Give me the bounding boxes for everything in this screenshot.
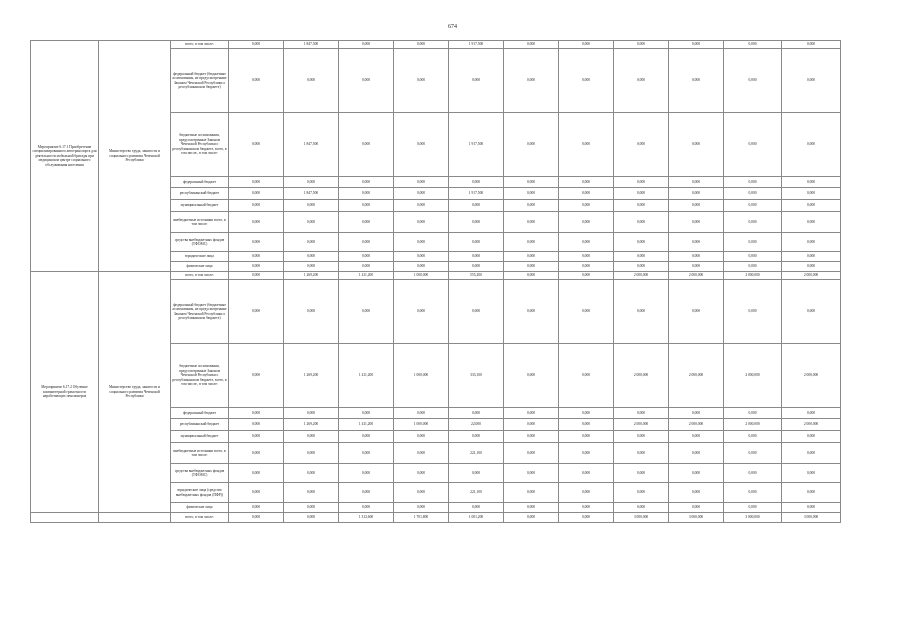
value-cell: 2 000,000 [782, 344, 841, 408]
value-cell: 0,000 [339, 212, 394, 233]
value-cell: 0,000 [229, 431, 284, 443]
value-cell: 0,000 [782, 408, 841, 419]
value-cell: 0,000 [394, 212, 449, 233]
value-cell: 0,000 [394, 177, 449, 188]
value-cell: 0,000 [559, 464, 614, 483]
value-cell: 0,000 [724, 483, 782, 503]
value-cell: 221,100 [449, 483, 504, 503]
value-cell: 0,000 [669, 200, 724, 212]
value-cell: 0,000 [229, 49, 284, 113]
value-cell: 0,000 [782, 503, 841, 513]
value-cell: 0,000 [614, 262, 669, 272]
value-cell: 0,000 [614, 431, 669, 443]
value-cell: 0,000 [782, 200, 841, 212]
value-cell: 333,100 [449, 344, 504, 408]
measure-name: Мероприятие 6.17.2 Обучение компьютерной грамотности неработающих пенсионеров [31, 272, 99, 513]
value-cell: 0,000 [339, 233, 394, 252]
funding-source: федеральный бюджет [171, 408, 229, 419]
value-cell: 0,000 [229, 252, 284, 262]
value-cell: 0,000 [504, 233, 559, 252]
value-cell: 0,000 [559, 113, 614, 177]
value-cell: 1 917,500 [449, 188, 504, 200]
value-cell: 2 000,000 [782, 272, 841, 280]
value-cell: 0,000 [229, 113, 284, 177]
value-cell: 0,000 [339, 177, 394, 188]
value-cell: 0,000 [669, 408, 724, 419]
value-cell: 0,000 [669, 177, 724, 188]
value-cell: 1 411,200 [339, 272, 394, 280]
value-cell: 0,000 [724, 41, 782, 49]
value-cell: 0,000 [782, 280, 841, 344]
value-cell: 0,000 [724, 431, 782, 443]
value-cell: 0,000 [394, 233, 449, 252]
value-cell: 555,200 [449, 272, 504, 280]
value-cell: 0,000 [614, 280, 669, 344]
value-cell: 0,000 [504, 280, 559, 344]
value-cell: 0,000 [229, 212, 284, 233]
value-cell: 0,000 [669, 49, 724, 113]
value-cell: 0,000 [724, 280, 782, 344]
value-cell: 0,000 [559, 408, 614, 419]
value-cell: 0,000 [229, 513, 284, 523]
value-cell: 0,000 [614, 443, 669, 464]
value-cell: 0,000 [449, 200, 504, 212]
value-cell: 0,000 [449, 49, 504, 113]
funding-source: муниципальный бюджет [171, 200, 229, 212]
value-cell: 0,000 [614, 188, 669, 200]
value-cell: 0,000 [724, 443, 782, 464]
value-cell: 3 000,000 [669, 513, 724, 523]
value-cell: 0,000 [669, 113, 724, 177]
value-cell: 1 411,200 [339, 419, 394, 431]
value-cell: 0,000 [559, 212, 614, 233]
value-cell: 1 917,500 [449, 113, 504, 177]
value-cell: 0,000 [229, 408, 284, 419]
table-body [31, 41, 841, 523]
value-cell: 0,000 [504, 252, 559, 262]
value-cell: 0,000 [394, 431, 449, 443]
funding-source: внебюджетные источники всего, в том числе: [171, 443, 229, 464]
value-cell: 0,000 [782, 177, 841, 188]
value-cell: 0,000 [669, 212, 724, 233]
funding-source: всего, в том числе: [171, 272, 229, 280]
value-cell: 0,000 [284, 252, 339, 262]
table-row [31, 513, 841, 523]
value-cell: 0,000 [559, 280, 614, 344]
value-cell: 2 000,000 [782, 419, 841, 431]
value-cell: 0,000 [449, 177, 504, 188]
value-cell: 0,000 [669, 252, 724, 262]
value-cell: 0,000 [559, 344, 614, 408]
value-cell: 0,000 [339, 483, 394, 503]
value-cell: 0,000 [504, 408, 559, 419]
value-cell: 0,000 [504, 272, 559, 280]
value-cell: 0,000 [504, 513, 559, 523]
value-cell: 0,000 [504, 503, 559, 513]
value-cell: 0,000 [724, 188, 782, 200]
value-cell: 1 269,200 [284, 344, 339, 408]
value-cell: 3 000,000 [782, 513, 841, 523]
value-cell: 0,000 [339, 113, 394, 177]
value-cell: 0,000 [229, 464, 284, 483]
measure-name: Мероприятие 6.17.1 Приобретение специализированного автотранспорта для деятельности мобильной бригады при медицинском центре социального обслуживания населения [31, 41, 99, 272]
value-cell: 0,000 [559, 252, 614, 262]
value-cell: 0,000 [504, 483, 559, 503]
value-cell: 0,000 [229, 188, 284, 200]
value-cell: 0,000 [339, 443, 394, 464]
value-cell: 0,000 [614, 113, 669, 177]
value-cell: 0,000 [339, 41, 394, 49]
value-cell: 0,000 [614, 212, 669, 233]
value-cell: 0,000 [504, 344, 559, 408]
value-cell: 0,000 [559, 177, 614, 188]
funding-source: федеральный бюджет (бюджетные ассигнования, не предусмотренные Законом Чеченской Республики о республиканском бюджете) [171, 280, 229, 344]
value-cell: 2 000,000 [724, 272, 782, 280]
value-cell: 1 001,200 [449, 513, 504, 523]
value-cell: 0,000 [284, 443, 339, 464]
value-cell: 0,000 [284, 513, 339, 523]
value-cell: 0,000 [339, 49, 394, 113]
value-cell: 0,000 [229, 177, 284, 188]
value-cell: 0,000 [669, 233, 724, 252]
value-cell: 0,000 [559, 49, 614, 113]
value-cell: 0,000 [284, 503, 339, 513]
funding-source: внебюджетные источники всего, в том числе: [171, 212, 229, 233]
value-cell: 0,000 [782, 113, 841, 177]
value-cell: 0,000 [559, 503, 614, 513]
value-cell: 0,000 [284, 177, 339, 188]
page-number: 674 [448, 24, 457, 30]
value-cell: 0,000 [284, 49, 339, 113]
value-cell: 0,000 [284, 233, 339, 252]
value-cell: 0,000 [449, 252, 504, 262]
value-cell: 2 000,000 [614, 344, 669, 408]
value-cell: 1 312,600 [339, 513, 394, 523]
value-cell: 0,000 [504, 200, 559, 212]
value-cell: 0,000 [394, 41, 449, 49]
value-cell: 0,000 [229, 41, 284, 49]
value-cell: 0,000 [394, 280, 449, 344]
value-cell: 0,000 [782, 483, 841, 503]
value-cell: 0,000 [614, 41, 669, 49]
value-cell: 0,000 [724, 262, 782, 272]
value-cell: 0,000 [669, 41, 724, 49]
value-cell: 0,000 [284, 262, 339, 272]
value-cell: 0,000 [284, 200, 339, 212]
value-cell: 0,000 [339, 200, 394, 212]
value-cell: 0,000 [504, 177, 559, 188]
value-cell: 1 917,500 [449, 41, 504, 49]
value-cell: 0,000 [614, 233, 669, 252]
value-cell: 0,000 [504, 188, 559, 200]
value-cell: 0,000 [449, 280, 504, 344]
value-cell: 0,000 [614, 483, 669, 503]
value-cell: 0,000 [782, 464, 841, 483]
value-cell: 0,000 [449, 408, 504, 419]
value-cell: 0,000 [559, 419, 614, 431]
value-cell: 0,000 [284, 431, 339, 443]
value-cell: 0,000 [394, 188, 449, 200]
value-cell: 0,000 [339, 262, 394, 272]
funding-source: физические лица [171, 503, 229, 513]
value-cell: 0,000 [559, 443, 614, 464]
value-cell: 0,000 [614, 503, 669, 513]
value-cell: 0,000 [504, 262, 559, 272]
value-cell: 0,000 [559, 262, 614, 272]
value-cell: 0,000 [782, 431, 841, 443]
value-cell: 2 000,000 [669, 419, 724, 431]
value-cell: 1 000,000 [394, 419, 449, 431]
funding-source: республиканский бюджет [171, 188, 229, 200]
value-cell: 0,000 [782, 212, 841, 233]
value-cell: 0,000 [724, 464, 782, 483]
value-cell: 0,000 [504, 212, 559, 233]
funding-source: юридические лица [171, 252, 229, 262]
value-cell: 0,000 [339, 431, 394, 443]
value-cell: 0,000 [669, 262, 724, 272]
value-cell: 0,000 [504, 113, 559, 177]
value-cell: 0,000 [229, 419, 284, 431]
value-cell: 1 847,500 [284, 113, 339, 177]
value-cell: 0,000 [229, 272, 284, 280]
value-cell: 0,000 [339, 464, 394, 483]
value-cell: 2 000,000 [724, 344, 782, 408]
table-row [31, 41, 841, 49]
value-cell: 0,000 [614, 408, 669, 419]
value-cell: 22,000 [449, 419, 504, 431]
value-cell: 2 000,000 [669, 272, 724, 280]
value-cell: 0,000 [614, 252, 669, 262]
value-cell: 0,000 [339, 188, 394, 200]
value-cell: 0,000 [782, 233, 841, 252]
value-cell: 221,100 [449, 443, 504, 464]
value-cell: 0,000 [284, 464, 339, 483]
value-cell: 0,000 [504, 443, 559, 464]
value-cell: 0,000 [339, 503, 394, 513]
value-cell: 0,000 [449, 212, 504, 233]
value-cell: 0,000 [394, 113, 449, 177]
funding-source: бюджетные ассигнования, предусмотренные Законом Чеченской Республики о республиканском бюджете, всего, в том числе:, в том числе: [171, 113, 229, 177]
executor-name: Министерство труда, занятости и социального развития Чеченской Республики [99, 272, 171, 513]
value-cell: 0,000 [559, 483, 614, 503]
value-cell: 0,000 [284, 408, 339, 419]
value-cell: 0,000 [724, 408, 782, 419]
value-cell: 0,000 [394, 503, 449, 513]
value-cell: 0,000 [229, 262, 284, 272]
value-cell: 0,000 [394, 262, 449, 272]
funding-source: федеральный бюджет (бюджетные ассигнования, не предусмотренные Законом Чеченской Республики о республиканском бюджете) [171, 49, 229, 113]
value-cell: 3 000,000 [614, 513, 669, 523]
value-cell: 0,000 [782, 262, 841, 272]
value-cell: 0,000 [229, 280, 284, 344]
value-cell: 1 000,000 [394, 272, 449, 280]
funding-source: средства внебюджетных фондов (ТФОМС) [171, 464, 229, 483]
value-cell: 0,000 [559, 431, 614, 443]
funding-source: республиканский бюджет [171, 419, 229, 431]
value-cell: 1 411,200 [339, 344, 394, 408]
value-cell: 0,000 [229, 344, 284, 408]
value-cell: 0,000 [559, 272, 614, 280]
value-cell: 1 269,200 [284, 419, 339, 431]
value-cell: 0,000 [724, 200, 782, 212]
value-cell: 0,000 [504, 49, 559, 113]
value-cell: 0,000 [394, 49, 449, 113]
funding-source: всего, в том числе: [171, 513, 229, 523]
value-cell: 0,000 [724, 212, 782, 233]
value-cell: 0,000 [449, 503, 504, 513]
value-cell: 0,000 [559, 188, 614, 200]
funding-source: всего, в том числе: [171, 41, 229, 49]
value-cell: 0,000 [504, 419, 559, 431]
value-cell: 0,000 [504, 431, 559, 443]
value-cell: 2 000,000 [669, 344, 724, 408]
value-cell: 0,000 [782, 188, 841, 200]
value-cell: 0,000 [669, 431, 724, 443]
value-cell: 0,000 [724, 177, 782, 188]
value-cell: 0,000 [284, 212, 339, 233]
value-cell: 0,000 [394, 464, 449, 483]
value-cell: 0,000 [724, 233, 782, 252]
value-cell: 1 269,200 [284, 272, 339, 280]
value-cell: 1 847,500 [284, 41, 339, 49]
value-cell: 0,000 [614, 200, 669, 212]
value-cell: 3 000,000 [724, 513, 782, 523]
funding-source: средства внебюджетных фондов (ТФОМС) [171, 233, 229, 252]
value-cell: 0,000 [284, 280, 339, 344]
value-cell: 0,000 [394, 408, 449, 419]
value-cell: 0,000 [229, 443, 284, 464]
value-cell: 0,000 [394, 483, 449, 503]
value-cell: 0,000 [724, 49, 782, 113]
funding-source: федеральный бюджет [171, 177, 229, 188]
value-cell: 2 000,000 [614, 419, 669, 431]
value-cell: 0,000 [504, 464, 559, 483]
funding-table [30, 40, 841, 523]
value-cell: 0,000 [669, 483, 724, 503]
executor-name [99, 513, 171, 523]
value-cell: 0,000 [614, 464, 669, 483]
value-cell: 1 000,000 [394, 344, 449, 408]
value-cell: 0,000 [339, 280, 394, 344]
value-cell: 0,000 [394, 443, 449, 464]
value-cell: 0,000 [724, 252, 782, 262]
value-cell: 0,000 [669, 443, 724, 464]
value-cell: 0,000 [559, 233, 614, 252]
funding-source: физические лица [171, 262, 229, 272]
value-cell: 0,000 [724, 113, 782, 177]
value-cell: 1 847,500 [284, 188, 339, 200]
value-cell: 0,000 [614, 49, 669, 113]
value-cell: 0,000 [669, 503, 724, 513]
value-cell: 0,000 [669, 464, 724, 483]
value-cell: 0,000 [339, 408, 394, 419]
value-cell: 0,000 [669, 280, 724, 344]
value-cell: 0,000 [339, 252, 394, 262]
value-cell: 0,000 [559, 200, 614, 212]
value-cell: 0,000 [669, 188, 724, 200]
value-cell: 2 000,000 [724, 419, 782, 431]
value-cell: 0,000 [449, 262, 504, 272]
value-cell: 0,000 [559, 41, 614, 49]
funding-source: муниципальный бюджет [171, 431, 229, 443]
value-cell: 0,000 [449, 464, 504, 483]
value-cell: 0,000 [504, 41, 559, 49]
value-cell: 0,000 [782, 41, 841, 49]
table-row [31, 272, 841, 280]
value-cell: 0,000 [229, 503, 284, 513]
funding-source: бюджетные ассигнования, предусмотренные Законом Чеченской Республики о республиканском бюджете, всего, в том числе:, в том числе: [171, 344, 229, 408]
measure-name [31, 513, 99, 523]
value-cell: 0,000 [782, 252, 841, 262]
value-cell: 0,000 [782, 49, 841, 113]
value-cell: 0,000 [449, 233, 504, 252]
value-cell: 0,000 [229, 233, 284, 252]
value-cell: 0,000 [724, 503, 782, 513]
value-cell: 0,000 [284, 483, 339, 503]
value-cell: 0,000 [782, 443, 841, 464]
value-cell: 0,000 [394, 200, 449, 212]
value-cell: 1 701,800 [394, 513, 449, 523]
value-cell: 0,000 [614, 177, 669, 188]
funding-source: юридические лица (средства внебюджетных фондов (ПФР)) [171, 483, 229, 503]
value-cell: 0,000 [559, 513, 614, 523]
value-cell: 0,000 [229, 483, 284, 503]
value-cell: 2 000,000 [614, 272, 669, 280]
executor-name: Министерство труда, занятости и социального развития Чеченской Республики [99, 41, 171, 272]
value-cell: 0,000 [229, 200, 284, 212]
value-cell: 0,000 [394, 252, 449, 262]
value-cell: 0,000 [449, 431, 504, 443]
